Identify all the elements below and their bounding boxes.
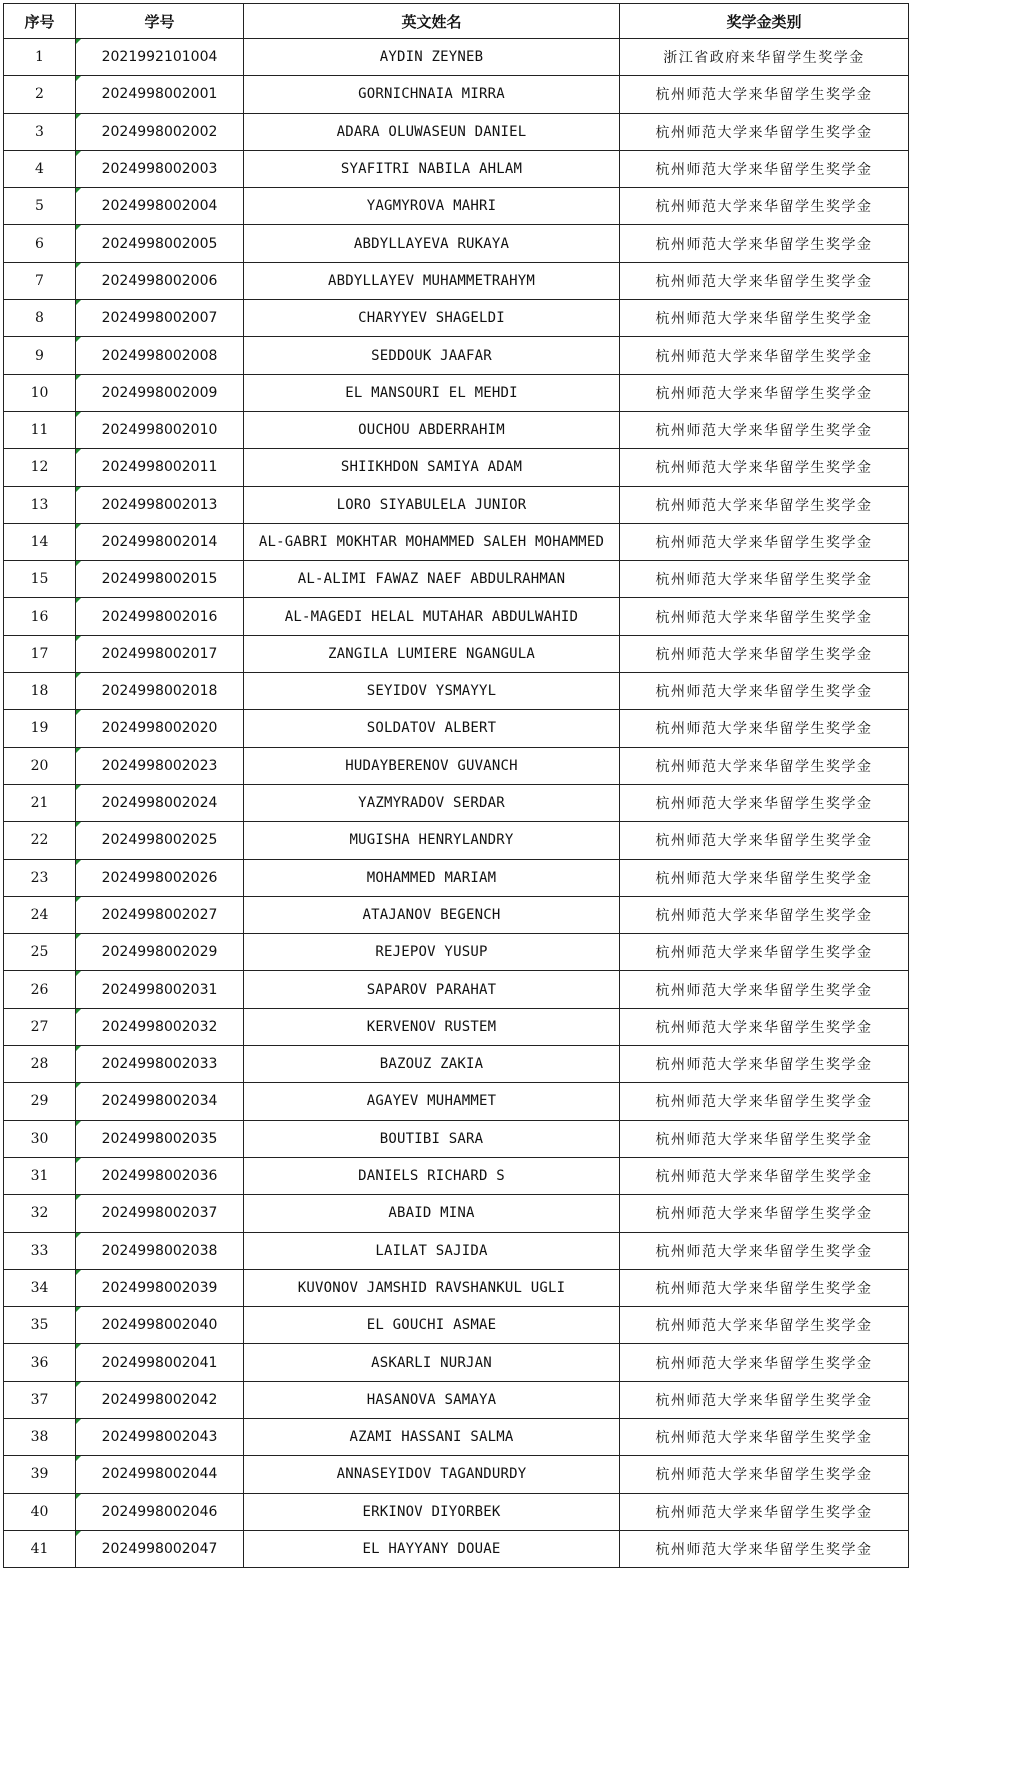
row-english-name: HUDAYBERENOV GUVANCH [244, 747, 620, 784]
row-scholarship-type: 杭州师范大学来华留学生奖学金 [620, 1418, 909, 1455]
row-english-name: ABAID MINA [244, 1195, 620, 1232]
row-scholarship-type: 杭州师范大学来华留学生奖学金 [620, 1046, 909, 1083]
table-body [4, 39, 909, 1568]
row-student-id: 2024998002003 [76, 150, 244, 187]
row-english-name: AL-MAGEDI HELAL MUTAHAR ABDULWAHID [244, 598, 620, 635]
row-english-name: SYAFITRI NABILA AHLAM [244, 150, 620, 187]
row-seq: 27 [4, 1008, 76, 1045]
row-student-id: 2024998002013 [76, 486, 244, 523]
table-row [4, 188, 909, 225]
row-student-id: 2024998002044 [76, 1456, 244, 1493]
header-row [4, 4, 909, 39]
row-student-id: 2024998002007 [76, 300, 244, 337]
table-row [4, 1493, 909, 1530]
table-row [4, 1418, 909, 1455]
row-scholarship-type: 浙江省政府来华留学生奖学金 [620, 39, 909, 76]
row-scholarship-type: 杭州师范大学来华留学生奖学金 [620, 337, 909, 374]
table-row [4, 1456, 909, 1493]
row-student-id: 2024998002009 [76, 374, 244, 411]
row-student-id: 2024998002027 [76, 896, 244, 933]
row-seq: 28 [4, 1046, 76, 1083]
row-student-id: 2024998002014 [76, 523, 244, 560]
row-english-name: MUGISHA HENRYLANDRY [244, 822, 620, 859]
table-row [4, 896, 909, 933]
row-scholarship-type: 杭州师范大学来华留学生奖学金 [620, 1008, 909, 1045]
row-student-id: 2024998002004 [76, 188, 244, 225]
row-english-name: AYDIN ZEYNEB [244, 39, 620, 76]
row-english-name: REJEPOV YUSUP [244, 934, 620, 971]
row-student-id: 2024998002026 [76, 859, 244, 896]
row-student-id: 2024998002017 [76, 635, 244, 672]
row-seq: 31 [4, 1157, 76, 1194]
row-english-name: AGAYEV MUHAMMET [244, 1083, 620, 1120]
row-scholarship-type: 杭州师范大学来华留学生奖学金 [620, 300, 909, 337]
table-row [4, 598, 909, 635]
row-scholarship-type: 杭州师范大学来华留学生奖学金 [620, 1493, 909, 1530]
row-student-id: 2024998002042 [76, 1381, 244, 1418]
row-seq: 34 [4, 1269, 76, 1306]
table-row [4, 1530, 909, 1567]
table-row [4, 76, 909, 113]
row-scholarship-type: 杭州师范大学来华留学生奖学金 [620, 598, 909, 635]
header-english-name: 英文姓名 [244, 4, 620, 39]
row-english-name: EL MANSOURI EL MEHDI [244, 374, 620, 411]
row-seq: 16 [4, 598, 76, 635]
row-english-name: GORNICHNAIA MIRRA [244, 76, 620, 113]
table-row [4, 449, 909, 486]
row-seq: 23 [4, 859, 76, 896]
row-scholarship-type: 杭州师范大学来华留学生奖学金 [620, 784, 909, 821]
row-student-id: 2024998002035 [76, 1120, 244, 1157]
row-english-name: YAGMYROVA MAHRI [244, 188, 620, 225]
row-student-id: 2024998002025 [76, 822, 244, 859]
header-student-id: 学号 [76, 4, 244, 39]
row-english-name: MOHAMMED MARIAM [244, 859, 620, 896]
row-scholarship-type: 杭州师范大学来华留学生奖学金 [620, 449, 909, 486]
row-scholarship-type: 杭州师范大学来华留学生奖学金 [620, 225, 909, 262]
row-scholarship-type: 杭州师范大学来华留学生奖学金 [620, 411, 909, 448]
row-seq: 6 [4, 225, 76, 262]
row-student-id: 2024998002038 [76, 1232, 244, 1269]
row-english-name: SEYIDOV YSMAYYL [244, 673, 620, 710]
row-scholarship-type: 杭州师范大学来华留学生奖学金 [620, 1456, 909, 1493]
row-english-name: OUCHOU ABDERRAHIM [244, 411, 620, 448]
row-student-id: 2024998002039 [76, 1269, 244, 1306]
table-row [4, 300, 909, 337]
row-seq: 11 [4, 411, 76, 448]
row-seq: 30 [4, 1120, 76, 1157]
header-seq: 序号 [4, 4, 76, 39]
table-row [4, 1157, 909, 1194]
row-english-name: YAZMYRADOV SERDAR [244, 784, 620, 821]
row-student-id: 2024998002018 [76, 673, 244, 710]
row-student-id: 2024998002041 [76, 1344, 244, 1381]
row-seq: 8 [4, 300, 76, 337]
row-scholarship-type: 杭州师范大学来华留学生奖学金 [620, 934, 909, 971]
row-seq: 39 [4, 1456, 76, 1493]
row-seq: 40 [4, 1493, 76, 1530]
table-row [4, 1307, 909, 1344]
row-scholarship-type: 杭州师范大学来华留学生奖学金 [620, 561, 909, 598]
row-english-name: HASANOVA SAMAYA [244, 1381, 620, 1418]
table-row [4, 822, 909, 859]
table-row [4, 934, 909, 971]
row-scholarship-type: 杭州师范大学来华留学生奖学金 [620, 896, 909, 933]
row-scholarship-type: 杭州师范大学来华留学生奖学金 [620, 523, 909, 560]
row-seq: 21 [4, 784, 76, 821]
row-scholarship-type: 杭州师范大学来华留学生奖学金 [620, 1381, 909, 1418]
row-student-id: 2021992101004 [76, 39, 244, 76]
row-seq: 29 [4, 1083, 76, 1120]
row-english-name: EL GOUCHI ASMAE [244, 1307, 620, 1344]
row-english-name: AL-ALIMI FAWAZ NAEF ABDULRAHMAN [244, 561, 620, 598]
row-scholarship-type: 杭州师范大学来华留学生奖学金 [620, 1232, 909, 1269]
row-seq: 20 [4, 747, 76, 784]
row-student-id: 2024998002006 [76, 262, 244, 299]
row-seq: 3 [4, 113, 76, 150]
table-row [4, 39, 909, 76]
table-row [4, 411, 909, 448]
row-seq: 19 [4, 710, 76, 747]
row-scholarship-type: 杭州师范大学来华留学生奖学金 [620, 971, 909, 1008]
row-scholarship-type: 杭州师范大学来华留学生奖学金 [620, 1157, 909, 1194]
row-student-id: 2024998002015 [76, 561, 244, 598]
row-seq: 2 [4, 76, 76, 113]
table-row [4, 1381, 909, 1418]
row-scholarship-type: 杭州师范大学来华留学生奖学金 [620, 374, 909, 411]
row-scholarship-type: 杭州师范大学来华留学生奖学金 [620, 1195, 909, 1232]
row-student-id: 2024998002008 [76, 337, 244, 374]
row-student-id: 2024998002023 [76, 747, 244, 784]
table-row [4, 486, 909, 523]
row-seq: 18 [4, 673, 76, 710]
row-student-id: 2024998002037 [76, 1195, 244, 1232]
row-english-name: KERVENOV RUSTEM [244, 1008, 620, 1045]
row-student-id: 2024998002002 [76, 113, 244, 150]
table-row [4, 262, 909, 299]
table-row [4, 1232, 909, 1269]
row-seq: 15 [4, 561, 76, 598]
row-seq: 25 [4, 934, 76, 971]
row-seq: 9 [4, 337, 76, 374]
row-english-name: BAZOUZ ZAKIA [244, 1046, 620, 1083]
row-english-name: SAPAROV PARAHAT [244, 971, 620, 1008]
table-row [4, 971, 909, 1008]
row-student-id: 2024998002046 [76, 1493, 244, 1530]
row-seq: 4 [4, 150, 76, 187]
table-row [4, 1083, 909, 1120]
row-seq: 12 [4, 449, 76, 486]
row-seq: 1 [4, 39, 76, 76]
row-english-name: AL-GABRI MOKHTAR MOHAMMED SALEH MOHAMMED [244, 523, 620, 560]
row-english-name: ADARA OLUWASEUN DANIEL [244, 113, 620, 150]
row-student-id: 2024998002010 [76, 411, 244, 448]
row-seq: 14 [4, 523, 76, 560]
row-scholarship-type: 杭州师范大学来华留学生奖学金 [620, 1083, 909, 1120]
table-row [4, 1120, 909, 1157]
row-scholarship-type: 杭州师范大学来华留学生奖学金 [620, 673, 909, 710]
row-scholarship-type: 杭州师范大学来华留学生奖学金 [620, 859, 909, 896]
table-row [4, 225, 909, 262]
table-row [4, 1269, 909, 1306]
row-scholarship-type: 杭州师范大学来华留学生奖学金 [620, 635, 909, 672]
row-english-name: ATAJANOV BEGENCH [244, 896, 620, 933]
row-seq: 35 [4, 1307, 76, 1344]
row-seq: 22 [4, 822, 76, 859]
row-english-name: ABDYLLAYEV MUHAMMETRAHYM [244, 262, 620, 299]
row-english-name: DANIELS RICHARD S [244, 1157, 620, 1194]
table-row [4, 113, 909, 150]
row-english-name: LORO SIYABULELA JUNIOR [244, 486, 620, 523]
row-scholarship-type: 杭州师范大学来华留学生奖学金 [620, 822, 909, 859]
row-seq: 17 [4, 635, 76, 672]
row-english-name: SEDDOUK JAAFAR [244, 337, 620, 374]
row-english-name: ABDYLLAYEVA RUKAYA [244, 225, 620, 262]
row-seq: 38 [4, 1418, 76, 1455]
table-row [4, 561, 909, 598]
row-english-name: AZAMI HASSANI SALMA [244, 1418, 620, 1455]
row-student-id: 2024998002040 [76, 1307, 244, 1344]
table-row [4, 523, 909, 560]
table-row [4, 1046, 909, 1083]
table-row [4, 635, 909, 672]
row-scholarship-type: 杭州师范大学来华留学生奖学金 [620, 150, 909, 187]
row-student-id: 2024998002033 [76, 1046, 244, 1083]
row-student-id: 2024998002024 [76, 784, 244, 821]
row-english-name: SHIIKHDON SAMIYA ADAM [244, 449, 620, 486]
row-student-id: 2024998002034 [76, 1083, 244, 1120]
table-row [4, 747, 909, 784]
table-row [4, 150, 909, 187]
row-student-id: 2024998002029 [76, 934, 244, 971]
row-scholarship-type: 杭州师范大学来华留学生奖学金 [620, 1269, 909, 1306]
row-english-name: LAILAT SAJIDA [244, 1232, 620, 1269]
row-english-name: BOUTIBI SARA [244, 1120, 620, 1157]
row-scholarship-type: 杭州师范大学来华留学生奖学金 [620, 262, 909, 299]
row-scholarship-type: 杭州师范大学来华留学生奖学金 [620, 1307, 909, 1344]
row-seq: 10 [4, 374, 76, 411]
table-row [4, 1195, 909, 1232]
row-student-id: 2024998002036 [76, 1157, 244, 1194]
row-student-id: 2024998002031 [76, 971, 244, 1008]
row-scholarship-type: 杭州师范大学来华留学生奖学金 [620, 486, 909, 523]
header-scholarship-type: 奖学金类别 [620, 4, 909, 39]
row-seq: 13 [4, 486, 76, 523]
row-scholarship-type: 杭州师范大学来华留学生奖学金 [620, 1344, 909, 1381]
row-seq: 36 [4, 1344, 76, 1381]
row-english-name: EL HAYYANY DOUAE [244, 1530, 620, 1567]
row-english-name: CHARYYEV SHAGELDI [244, 300, 620, 337]
table-row [4, 710, 909, 747]
row-seq: 37 [4, 1381, 76, 1418]
table-row [4, 859, 909, 896]
row-seq: 7 [4, 262, 76, 299]
row-student-id: 2024998002011 [76, 449, 244, 486]
row-english-name: SOLDATOV ALBERT [244, 710, 620, 747]
table-row [4, 337, 909, 374]
row-english-name: KUVONOV JAMSHID RAVSHANKUL UGLI [244, 1269, 620, 1306]
table-row [4, 1008, 909, 1045]
row-scholarship-type: 杭州师范大学来华留学生奖学金 [620, 1120, 909, 1157]
row-student-id: 2024998002016 [76, 598, 244, 635]
row-student-id: 2024998002032 [76, 1008, 244, 1045]
table-row [4, 673, 909, 710]
row-english-name: ANNASEYIDOV TAGANDURDY [244, 1456, 620, 1493]
row-seq: 5 [4, 188, 76, 225]
table-header [4, 4, 909, 39]
row-scholarship-type: 杭州师范大学来华留学生奖学金 [620, 747, 909, 784]
row-scholarship-type: 杭州师范大学来华留学生奖学金 [620, 113, 909, 150]
row-english-name: ERKINOV DIYORBEK [244, 1493, 620, 1530]
row-student-id: 2024998002043 [76, 1418, 244, 1455]
row-scholarship-type: 杭州师范大学来华留学生奖学金 [620, 76, 909, 113]
table-row [4, 1344, 909, 1381]
scholarship-table [3, 3, 909, 1568]
row-scholarship-type: 杭州师范大学来华留学生奖学金 [620, 710, 909, 747]
row-seq: 26 [4, 971, 76, 1008]
row-student-id: 2024998002005 [76, 225, 244, 262]
row-student-id: 2024998002001 [76, 76, 244, 113]
row-english-name: ASKARLI NURJAN [244, 1344, 620, 1381]
table-row [4, 784, 909, 821]
row-student-id: 2024998002047 [76, 1530, 244, 1567]
row-student-id: 2024998002020 [76, 710, 244, 747]
row-scholarship-type: 杭州师范大学来华留学生奖学金 [620, 188, 909, 225]
row-seq: 24 [4, 896, 76, 933]
table-row [4, 374, 909, 411]
row-scholarship-type: 杭州师范大学来华留学生奖学金 [620, 1530, 909, 1567]
row-seq: 33 [4, 1232, 76, 1269]
row-seq: 32 [4, 1195, 76, 1232]
row-seq: 41 [4, 1530, 76, 1567]
row-english-name: ZANGILA LUMIERE NGANGULA [244, 635, 620, 672]
